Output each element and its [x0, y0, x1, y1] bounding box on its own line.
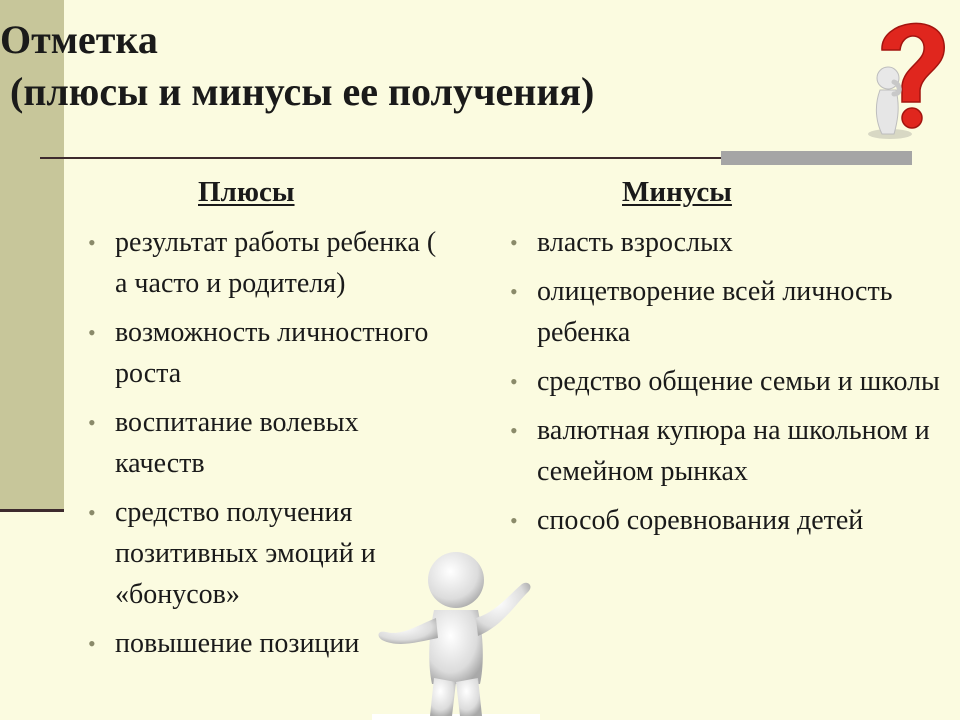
slide-title	[0, 14, 860, 118]
list-item	[510, 271, 950, 353]
list-item-text: власть взрослых	[537, 227, 733, 258]
minus-heading: Минусы	[622, 176, 732, 208]
list-item-text: средство общение семьи и школы	[537, 366, 940, 397]
bullet-dot-icon: •	[510, 230, 518, 255]
minus-list	[510, 222, 950, 541]
bullet-dot-icon: •	[510, 418, 518, 443]
list-item-text: валютная купюра на школьном и семейном рынках	[537, 415, 930, 487]
minus-column	[510, 172, 950, 549]
left-accent-underline	[0, 509, 64, 512]
list-item-text: повышение позиции	[115, 628, 360, 659]
bullet-dot-icon: •	[88, 631, 96, 656]
bullet-dot-icon: •	[88, 410, 96, 435]
slide-title-line2: (плюсы и минусы ее получения)	[10, 69, 595, 114]
title-divider-accent	[721, 151, 912, 165]
list-item	[510, 361, 950, 402]
plus-heading: Плюсы	[198, 176, 295, 208]
bullet-dot-icon: •	[510, 369, 518, 394]
list-item	[510, 410, 950, 492]
bullet-dot-icon: •	[88, 230, 96, 255]
list-item-text: способ соревнования детей	[537, 505, 864, 536]
bullet-dot-icon: •	[88, 320, 96, 345]
question-mark-figure-icon	[860, 10, 952, 142]
bullet-dot-icon: •	[510, 508, 518, 533]
list-item-text: воспитание волевых качеств	[115, 407, 359, 479]
list-item-text: результат работы ребенка ( а часто и родителя)	[115, 227, 437, 299]
list-item	[510, 222, 950, 263]
list-item	[88, 402, 448, 484]
bullet-dot-icon: •	[88, 500, 96, 525]
bullet-dot-icon: •	[510, 279, 518, 304]
slide-title-line1: Отметка	[0, 17, 158, 62]
presenting-person-figure-icon	[372, 548, 540, 720]
list-item-text: возможность личностного роста	[115, 317, 429, 389]
list-item	[88, 312, 448, 394]
list-item-text: средство получения позитивных эмоций и «бонусов»	[115, 497, 376, 610]
list-item-text: олицетворение всей личность ребенка	[537, 276, 893, 348]
list-item	[88, 222, 448, 304]
list-item	[510, 500, 950, 541]
